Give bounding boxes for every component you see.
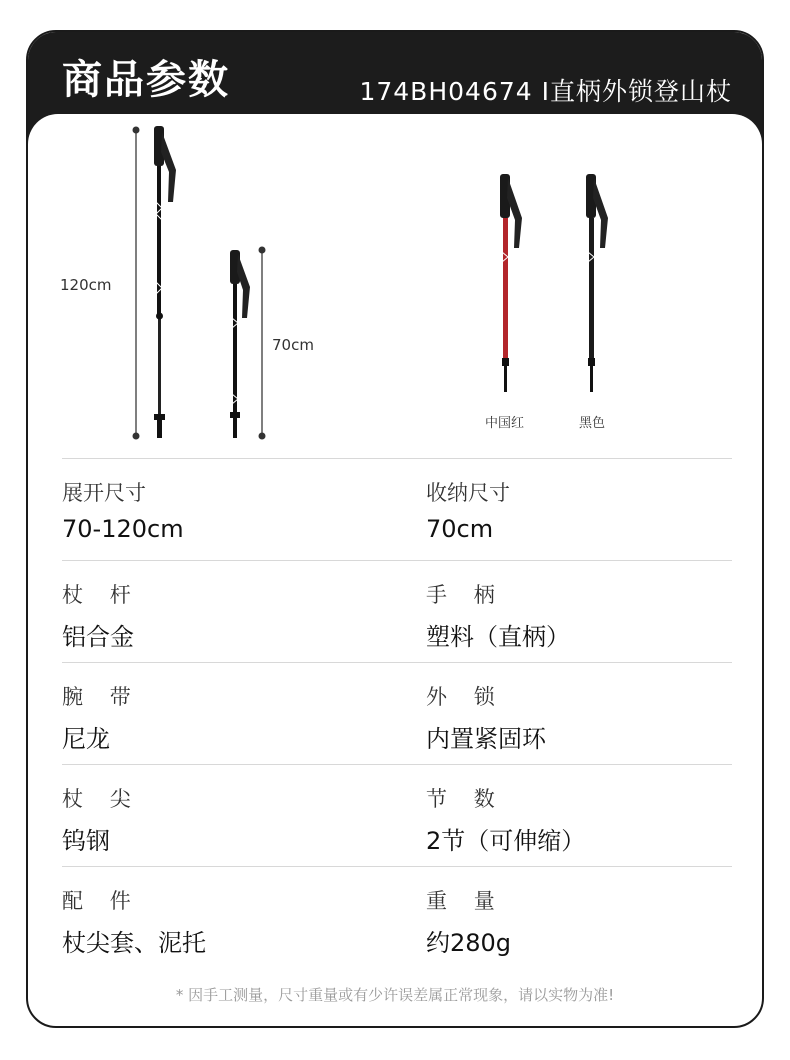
collapsed-length-label: 70cm [272,336,314,354]
spec-value: 铝合金 [62,623,134,651]
spec-label: 外 锁 [426,685,495,709]
disclaimer-note: * 因手工测量，尺寸重量或有少许误差属正常现象，请以实物为准! [175,986,615,1004]
spec-value: 70cm [426,515,494,543]
spec-value: 杖尖套、泥托 [62,929,206,957]
spec-label: 腕 带 [62,685,131,709]
spec-row [62,458,732,560]
model-name: 174BH04674 I直柄外锁登山杖 [359,77,732,106]
collapsed-dimension-line [259,247,266,440]
page-title: 商品参数 [62,57,230,103]
spec-table [62,458,732,968]
spec-value: 钨钢 [62,827,110,855]
spec-row [62,560,732,662]
color-label-red: 中国红 [485,416,525,431]
extended-dimension-line [133,127,140,440]
product-figure [28,122,764,462]
spec-value: 70-120cm [62,515,184,543]
color-label-black: 黑色 [579,416,606,431]
spec-label: 杖 杆 [62,583,131,607]
spec-label: 收纳尺寸 [426,481,510,505]
spec-value: 内置紧固环 [426,725,546,753]
red-pole [500,174,522,392]
spec-card [26,30,764,1028]
spec-label: 手 柄 [426,583,495,607]
pole-illustration [28,122,764,462]
spec-label: 杖 尖 [62,787,131,811]
extended-length-label: 120cm [60,276,112,294]
extended-pole [154,126,176,438]
collapsed-pole [230,250,250,438]
spec-row [62,662,732,764]
spec-value: 2节（可伸缩） [426,827,586,855]
black-pole [586,174,608,392]
spec-value: 尼龙 [62,725,110,753]
spec-row [62,764,732,866]
spec-label: 配 件 [62,889,131,913]
spec-label: 展开尺寸 [62,481,146,505]
spec-label: 节 数 [426,787,495,811]
spec-row [62,866,732,968]
spec-value: 约280g [426,929,512,957]
spec-value: 塑料（直柄） [426,623,570,651]
spec-label: 重 量 [426,889,495,913]
